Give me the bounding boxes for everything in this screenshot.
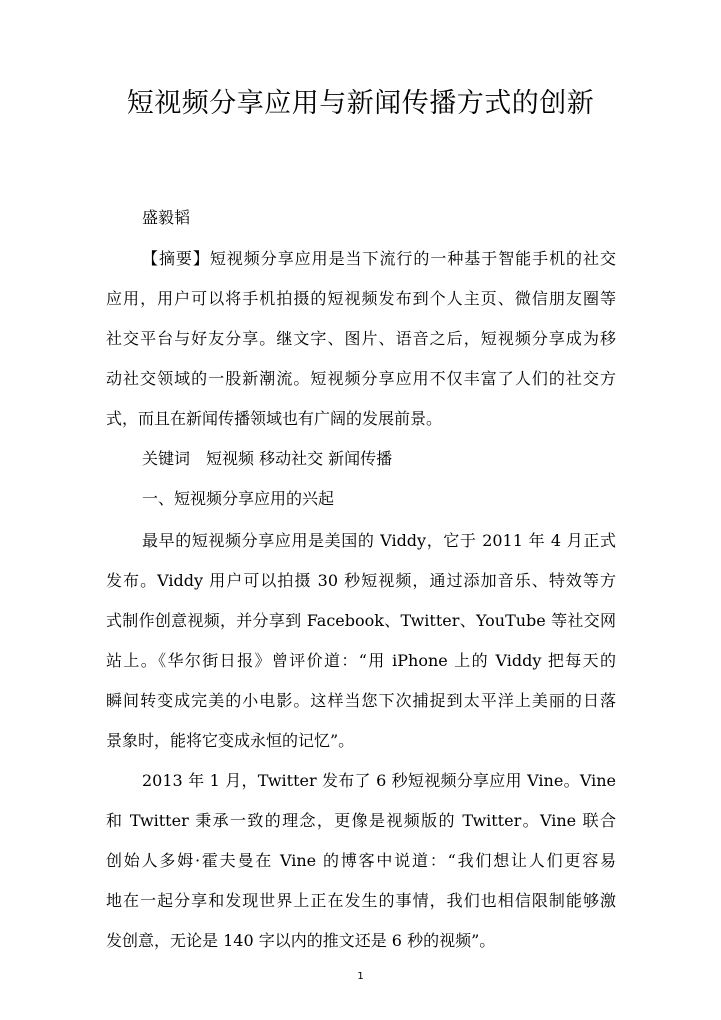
paragraph-line: 地在一起分享和发现世界上正在发生的事情，我们也相信限制能够激	[106, 891, 616, 910]
author-name: 盛毅韬	[142, 208, 191, 227]
abstract-line: 式，而且在新闻传播领域也有广阔的发展前景。	[106, 409, 443, 428]
paragraph-line: 2013 年 1 月，Twitter 发布了 6 秒短视频分享应用 Vine。Vine	[142, 771, 616, 790]
paragraph-line: 站上。《华尔街日报》曾评价道：“用 iPhone 上的 Viddy 把每天的	[106, 651, 616, 670]
document-title: 短视频分享应用与新闻传播方式的创新	[126, 88, 595, 119]
paragraph-line: 发布。Viddy 用户可以拍摄 30 秒短视频，通过添加音乐、特效等方	[106, 571, 616, 590]
paragraph-line: 最早的短视频分享应用是美国的 Viddy，它于 2011 年 4 月正式	[142, 531, 616, 550]
page-number: 1	[357, 971, 364, 982]
abstract-line: 【摘要】短视频分享应用是当下流行的一种基于智能手机的社交	[142, 249, 616, 268]
paragraph-line: 式制作创意视频，并分享到 Facebook、Twitter、YouTube 等社交网	[106, 611, 616, 630]
keywords: 关键词 短视频 移动社交 新闻传播	[142, 449, 393, 468]
paragraph-line: 瞬间转变成完美的小电影。这样当您下次捕捉到太平洋上美丽的日落	[106, 691, 616, 710]
abstract-line: 动社交领域的一股新潮流。短视频分享应用不仅丰富了人们的社交方	[106, 369, 616, 388]
paragraph-line: 发创意，无论是 140 字以内的推文还是 6 秒的视频”。	[106, 931, 496, 950]
abstract-line: 应用，用户可以将手机拍摄的短视频发布到个人主页、微信朋友圈等	[106, 289, 616, 308]
paragraph-line: 景象时，能将它变成永恒的记忆”。	[106, 731, 355, 750]
abstract-line: 社交平台与好友分享。继文字、图片、语音之后，短视频分享成为移	[106, 329, 616, 348]
section-heading: 一、短视频分享应用的兴起	[142, 489, 335, 508]
paragraph-line: 和 Twitter 秉承一致的理念，更像是视频版的 Twitter。Vine 联合	[106, 811, 616, 830]
paragraph-line: 创始人多姆·霍夫曼在 Vine 的博客中说道：“我们想让人们更容易	[106, 851, 616, 870]
